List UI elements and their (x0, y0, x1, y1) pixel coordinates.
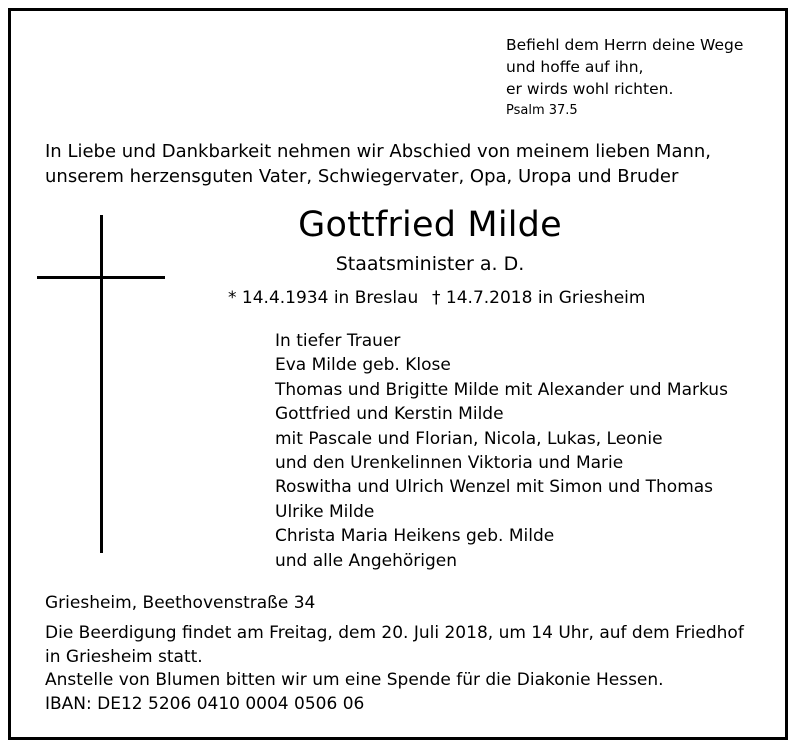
detail-line: Die Beerdigung findet am Freitag, dem 20. Juli 2018, um 14 Uhr, auf dem Friedhof (45, 623, 744, 643)
mourner-line: mit Pascale und Florian, Nicola, Lukas, Leonie (275, 428, 663, 449)
mourner-line: Gottfried und Kerstin Milde (275, 404, 504, 425)
mourner-line: Roswitha und Ulrich Wenzel mit Simon und Thomas (275, 477, 714, 498)
detail-line: in Griesheim statt. (45, 646, 203, 667)
deceased-name: Gottfried Milde (298, 205, 562, 245)
birth-info: * 14.4.1934 in Breslau (228, 288, 419, 308)
psalm-quote (506, 34, 743, 100)
detail-line: Anstelle von Blumen bitten wir um eine Spende für die Diakonie Hessen. (45, 670, 664, 690)
mourner-line: Eva Milde geb. Klose (275, 355, 451, 376)
mourner-line: und alle Angehörigen (275, 550, 458, 571)
quote-line: und hoffe auf ihn, (506, 58, 644, 76)
intro-line: unserem herzensguten Vater, Schwiegervater, Opa, Uropa und Bruder (45, 166, 679, 187)
funeral-details (45, 622, 744, 716)
mourner-line: Christa Maria Heikens geb. Milde (275, 526, 555, 547)
psalm-reference: Psalm 37.5 (506, 103, 578, 118)
cross-icon-horizontal (37, 276, 165, 279)
detail-line: IBAN: DE12 5206 0410 0004 0506 06 (45, 693, 365, 714)
intro-text (45, 139, 711, 189)
intro-line: In Liebe und Dankbarkeit nehmen wir Abschied von meinem lieben Mann, (45, 141, 712, 162)
quote-line: Befiehl dem Herrn deine Wege (506, 36, 744, 54)
quote-line: er wirds wohl richten. (506, 80, 674, 98)
deceased-title: Staatsminister a. D. (335, 253, 525, 275)
death-info: † 14.7.2018 in Griesheim (432, 288, 646, 308)
mourners-list (275, 329, 728, 573)
mourner-line: Ulrike Milde (275, 501, 375, 522)
mourner-line: In tiefer Trauer (275, 331, 401, 351)
mourner-line: und den Urenkelinnen Viktoria und Marie (275, 452, 624, 473)
address: Griesheim, Beethovenstraße 34 (45, 593, 316, 613)
mourner-line: Thomas und Brigitte Milde mit Alexander und Markus (275, 379, 728, 400)
